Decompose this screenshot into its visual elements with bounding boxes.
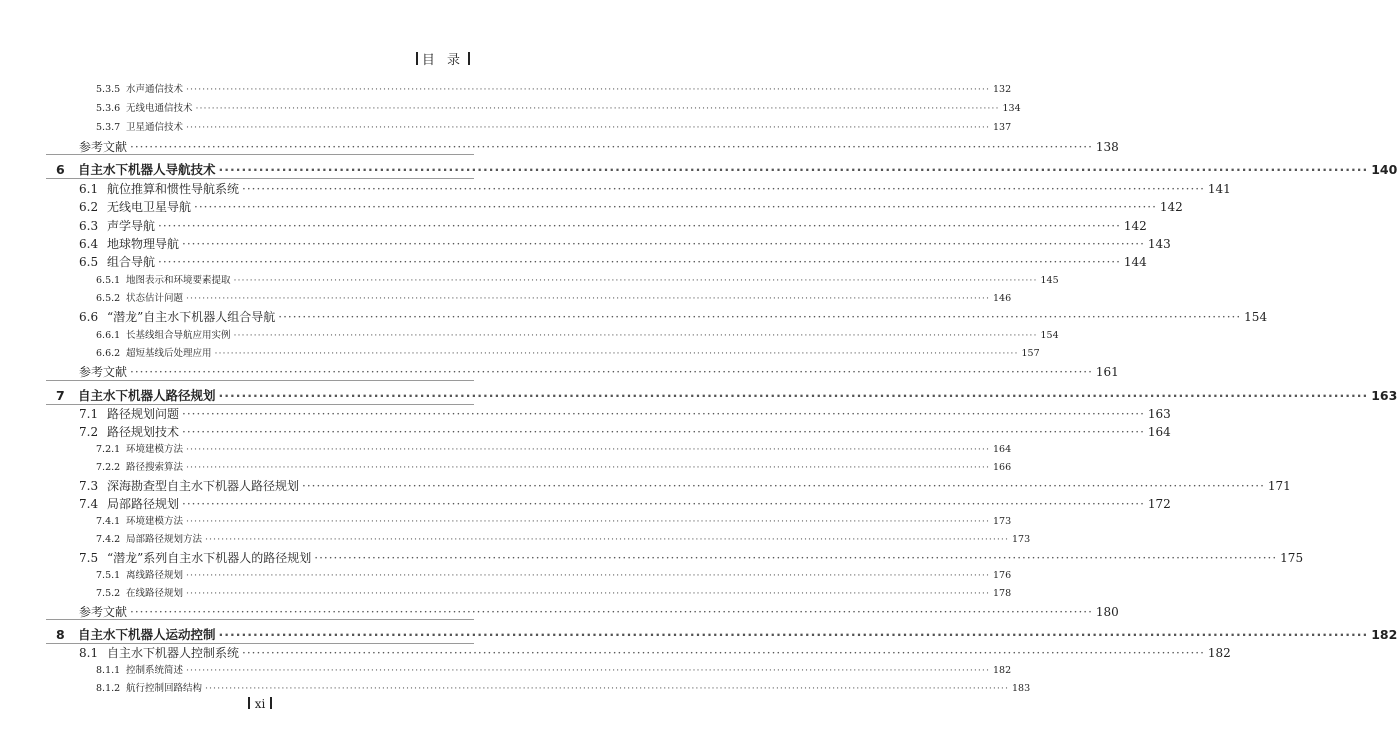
entry-number: 7.2 bbox=[79, 425, 99, 439]
entry-page-number: 154 bbox=[1244, 310, 1268, 324]
entry-number: 6.6.1 bbox=[96, 330, 121, 341]
entry-page-number: 140 bbox=[1371, 162, 1397, 177]
toc-subsection[interactable] bbox=[96, 272, 1059, 286]
entry-title: 自主水下机器人运动控制 bbox=[78, 627, 216, 642]
toc-section[interactable] bbox=[79, 549, 1304, 566]
entry-number: 8.1 bbox=[79, 646, 99, 660]
toc-subsection[interactable] bbox=[96, 81, 1012, 95]
entry-title: 参考文献 bbox=[79, 365, 128, 379]
toc-subsection[interactable] bbox=[96, 100, 1021, 114]
dot-leader: ········································································································································································································ bbox=[186, 122, 990, 133]
dot-leader: ········································································································································································································ bbox=[186, 462, 990, 473]
dot-leader: ········································································································································································································ bbox=[314, 551, 1278, 565]
entry-title: 参考文献 bbox=[79, 140, 128, 154]
entry-page-number: 163 bbox=[1147, 407, 1171, 421]
entry-title: “潜龙”系列自主水下机器人的路径规划 bbox=[107, 551, 312, 565]
entry-title: 参考文献 bbox=[79, 605, 128, 619]
entry-title: 水声通信技术 bbox=[126, 84, 184, 95]
entry-number: 6.6 bbox=[79, 310, 99, 324]
dot-leader: ········································································································································································································ bbox=[218, 627, 1369, 642]
dot-leader: ········································································································································································································ bbox=[186, 84, 990, 95]
entry-title: 控制系统简述 bbox=[126, 665, 184, 676]
entry-page-number: 183 bbox=[1011, 683, 1031, 694]
page-number: xi bbox=[254, 697, 266, 711]
dot-leader: ········································································································································································································ bbox=[186, 570, 990, 581]
entry-number: 6.5.1 bbox=[96, 275, 121, 286]
toc-references[interactable] bbox=[79, 138, 1119, 155]
toc-section[interactable] bbox=[79, 405, 1171, 422]
entry-number: 7.3 bbox=[79, 479, 99, 493]
dot-leader: ········································································································································································································ bbox=[186, 516, 990, 527]
entry-title: 长基线组合导航应用实例 bbox=[126, 330, 231, 341]
dot-leader: ········································································································································································································ bbox=[186, 665, 990, 676]
entry-number: 7.5.1 bbox=[96, 570, 121, 581]
entry-page-number: 137 bbox=[992, 122, 1012, 133]
entry-page-number: 132 bbox=[992, 84, 1012, 95]
entry-number: 7.4.1 bbox=[96, 516, 121, 527]
dot-leader: ········································································································································································································ bbox=[186, 444, 990, 455]
entry-title: 环境建模方法 bbox=[126, 444, 184, 455]
entry-page-number: 182 bbox=[992, 665, 1012, 676]
chapter-rule-top bbox=[46, 619, 474, 620]
entry-number: 5.3.7 bbox=[96, 122, 121, 133]
toc-subsection[interactable] bbox=[96, 680, 1031, 694]
entry-title: 地图表示和环境要素提取 bbox=[126, 275, 231, 286]
entry-number: 5.3.5 bbox=[96, 84, 121, 95]
dot-leader: ········································································································································································································ bbox=[182, 237, 1145, 251]
entry-page-number: 142 bbox=[1159, 200, 1183, 214]
entry-number: 6.1 bbox=[79, 182, 99, 196]
entry-number: 7 bbox=[56, 388, 65, 403]
toc-subsection[interactable] bbox=[96, 662, 1012, 676]
header-label: 目 录 bbox=[421, 53, 464, 68]
entry-number: 7.1 bbox=[79, 407, 99, 421]
entry-title: 深海勘查型自主水下机器人路径规划 bbox=[107, 479, 300, 493]
toc-subsection[interactable] bbox=[96, 327, 1059, 341]
entry-page-number: 143 bbox=[1147, 237, 1171, 251]
dot-leader: ········································································································································································································ bbox=[182, 425, 1145, 439]
entry-title: 在线路径规划 bbox=[126, 588, 184, 599]
entry-page-number: 157 bbox=[1021, 348, 1040, 359]
entry-number: 7.5.2 bbox=[96, 588, 121, 599]
toc-subsection[interactable] bbox=[96, 119, 1012, 133]
toc-subsection[interactable] bbox=[96, 585, 1012, 599]
entry-number: 6.3 bbox=[79, 219, 99, 233]
chapter-rule-top bbox=[46, 154, 474, 155]
entry-number: 5.3.6 bbox=[96, 103, 121, 114]
entry-number: 8.1.1 bbox=[96, 665, 121, 676]
entry-title: 自主水下机器人路径规划 bbox=[78, 388, 216, 403]
toc-section[interactable] bbox=[79, 423, 1171, 440]
dot-leader: ········································································································································································································ bbox=[214, 348, 1019, 359]
entry-title: 局部路径规划 bbox=[107, 497, 180, 511]
toc-chapter[interactable] bbox=[56, 625, 1397, 643]
dot-leader: ········································································································································································································ bbox=[130, 605, 1093, 619]
entry-title: 自主水下机器人导航技术 bbox=[78, 162, 216, 177]
entry-number: 7.4 bbox=[79, 497, 99, 511]
dot-leader: ········································································································································································································ bbox=[130, 140, 1093, 154]
toc-subsection[interactable] bbox=[96, 513, 1012, 527]
entry-page-number: 164 bbox=[1147, 425, 1171, 439]
entry-number: 6.4 bbox=[79, 237, 99, 251]
entry-title: 航位推算和惯性导航系统 bbox=[107, 182, 240, 196]
toc-section[interactable] bbox=[79, 308, 1268, 325]
entry-number: 6.6.2 bbox=[96, 348, 121, 359]
dot-leader: ········································································································································································································ bbox=[218, 162, 1369, 177]
entry-title: 声学导航 bbox=[107, 219, 156, 233]
toc-subsection[interactable] bbox=[96, 531, 1031, 545]
entry-number: 6.5 bbox=[79, 255, 99, 269]
dot-leader: ········································································································································································································ bbox=[233, 330, 1038, 341]
chapter-rule-bottom bbox=[46, 178, 474, 179]
entry-number: 6.2 bbox=[79, 200, 99, 214]
toc-subsection[interactable] bbox=[96, 290, 1012, 304]
entry-title: 超短基线后处理应用 bbox=[126, 348, 212, 359]
dot-leader: ········································································································································································································ bbox=[182, 407, 1145, 421]
dot-leader: ········································································································································································································ bbox=[158, 219, 1121, 233]
dot-leader: ········································································································································································································ bbox=[195, 103, 1000, 114]
entry-number: 8 bbox=[56, 627, 65, 642]
toc-section[interactable] bbox=[79, 198, 1183, 215]
entry-title: 航行控制回路结构 bbox=[126, 683, 203, 694]
dot-leader: ········································································································································································································ bbox=[194, 200, 1157, 214]
toc-section[interactable] bbox=[79, 644, 1231, 661]
dot-leader: ········································································································································································································ bbox=[218, 388, 1369, 403]
entry-number: 8.1.2 bbox=[96, 683, 121, 694]
dot-leader: ········································································································································································································ bbox=[242, 646, 1205, 660]
entry-page-number: 180 bbox=[1095, 605, 1119, 619]
entry-title: 离线路径规划 bbox=[126, 570, 184, 581]
entry-page-number: 142 bbox=[1123, 219, 1147, 233]
toc-subsection[interactable] bbox=[96, 459, 1012, 473]
entry-page-number: 141 bbox=[1207, 182, 1231, 196]
dot-leader: ········································································································································································································ bbox=[130, 365, 1093, 379]
entry-page-number: 172 bbox=[1147, 497, 1171, 511]
entry-title: 状态估计问题 bbox=[126, 293, 184, 304]
chapter-rule-top bbox=[46, 380, 474, 381]
entry-page-number: 166 bbox=[992, 462, 1012, 473]
dot-leader: ········································································································································································································ bbox=[186, 293, 990, 304]
dot-leader: ········································································································································································································ bbox=[158, 255, 1121, 269]
entry-page-number: 154 bbox=[1040, 330, 1059, 341]
toc-section[interactable] bbox=[79, 477, 1291, 494]
footer-bar-right bbox=[270, 697, 272, 709]
entry-page-number: 182 bbox=[1371, 627, 1397, 642]
dot-leader: ········································································································································································································ bbox=[242, 182, 1205, 196]
toc-subsection[interactable] bbox=[96, 567, 1012, 581]
entry-number: 7.4.2 bbox=[96, 534, 121, 545]
toc-section[interactable] bbox=[79, 235, 1171, 252]
dot-leader: ········································································································································································································ bbox=[186, 588, 990, 599]
dot-leader: ········································································································································································································ bbox=[278, 310, 1242, 324]
toc-section[interactable] bbox=[79, 253, 1147, 270]
entry-title: 卫星通信技术 bbox=[126, 122, 184, 133]
footer-bar-left bbox=[248, 697, 250, 709]
toc-section[interactable] bbox=[79, 495, 1171, 512]
entry-page-number: 134 bbox=[1002, 103, 1021, 114]
entry-page-number: 145 bbox=[1040, 275, 1059, 286]
dot-leader: ········································································································································································································ bbox=[182, 497, 1145, 511]
toc-section[interactable] bbox=[79, 217, 1147, 234]
entry-number: 7.5 bbox=[79, 551, 99, 565]
dot-leader: ········································································································································································································ bbox=[233, 275, 1038, 286]
entry-page-number: 146 bbox=[992, 293, 1012, 304]
entry-page-number: 164 bbox=[992, 444, 1012, 455]
entry-page-number: 161 bbox=[1095, 365, 1119, 379]
entry-title: 无线电通信技术 bbox=[126, 103, 193, 114]
entry-page-number: 175 bbox=[1280, 551, 1304, 565]
entry-page-number: 176 bbox=[992, 570, 1012, 581]
toc-section[interactable] bbox=[79, 180, 1231, 197]
dot-leader: ········································································································································································································ bbox=[302, 479, 1265, 493]
entry-title: 路径规划技术 bbox=[107, 425, 180, 439]
entry-title: “潜龙”自主水下机器人组合导航 bbox=[107, 310, 276, 324]
entry-number: 7.2.1 bbox=[96, 444, 121, 455]
entry-title: 组合导航 bbox=[107, 255, 156, 269]
toc-subsection[interactable] bbox=[96, 345, 1040, 359]
entry-page-number: 163 bbox=[1371, 388, 1397, 403]
page-footer bbox=[0, 697, 520, 711]
entry-number: 6.5.2 bbox=[96, 293, 121, 304]
dot-leader: ········································································································································································································ bbox=[205, 534, 1009, 545]
toc-chapter[interactable] bbox=[56, 386, 1397, 404]
toc-chapter[interactable] bbox=[56, 160, 1397, 178]
toc-references[interactable] bbox=[79, 603, 1119, 620]
entry-page-number: 178 bbox=[992, 588, 1012, 599]
toc-references[interactable] bbox=[79, 363, 1119, 380]
entry-title: 路径规划问题 bbox=[107, 407, 180, 421]
entry-page-number: 173 bbox=[992, 516, 1012, 527]
entry-title: 地球物理导航 bbox=[107, 237, 180, 251]
entry-page-number: 182 bbox=[1207, 646, 1231, 660]
entry-title: 无线电卫星导航 bbox=[107, 200, 192, 214]
entry-page-number: 138 bbox=[1095, 140, 1119, 154]
entry-page-number: 171 bbox=[1267, 479, 1291, 493]
entry-page-number: 144 bbox=[1123, 255, 1147, 269]
dot-leader: ········································································································································································································ bbox=[205, 683, 1009, 694]
entry-number: 7.2.2 bbox=[96, 462, 121, 473]
entry-title: 自主水下机器人控制系统 bbox=[107, 646, 240, 660]
toc-subsection[interactable] bbox=[96, 441, 1012, 455]
entry-number: 6 bbox=[56, 162, 65, 177]
entry-page-number: 173 bbox=[1011, 534, 1031, 545]
entry-title: 局部路径规划方法 bbox=[126, 534, 203, 545]
entry-title: 路径搜索算法 bbox=[126, 462, 184, 473]
entry-title: 环境建模方法 bbox=[126, 516, 184, 527]
